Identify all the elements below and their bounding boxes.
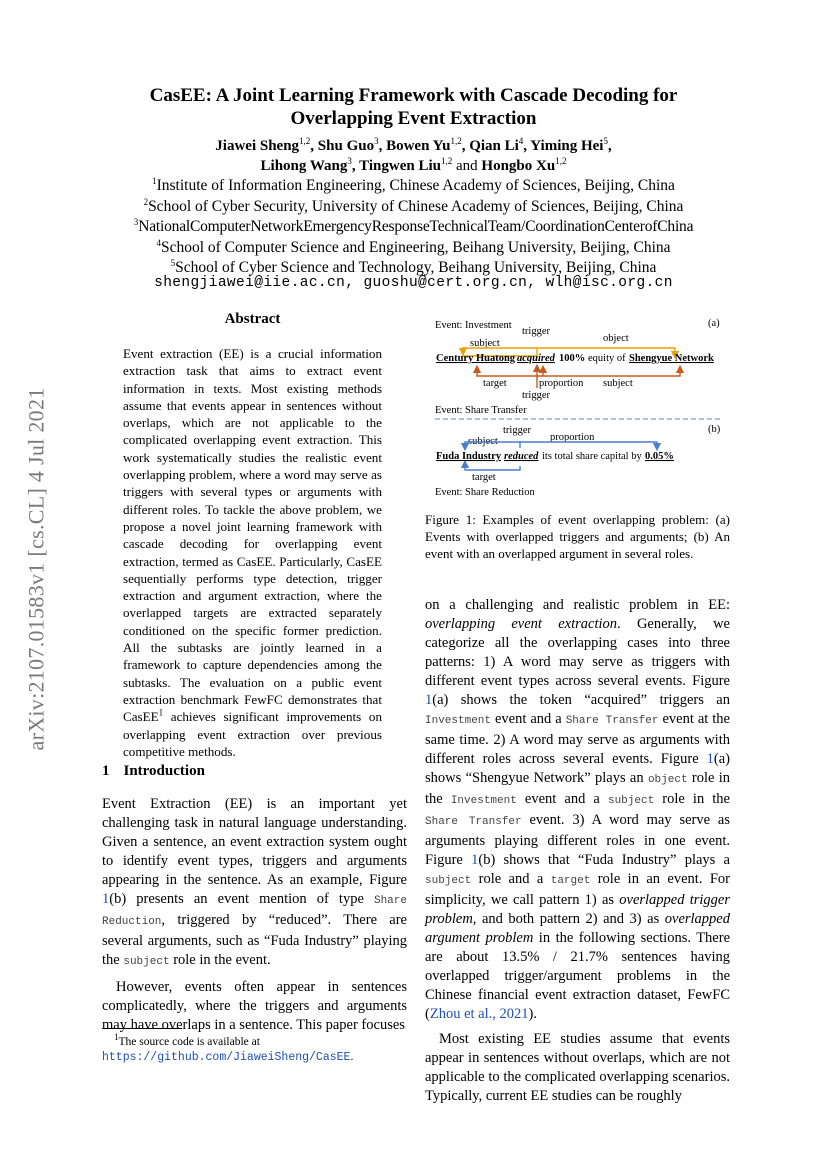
label-proportion: proportion xyxy=(539,378,584,389)
affiliation-number: 2 xyxy=(143,196,149,207)
text: (a) shows “Shengyue Network” plays an xyxy=(425,751,730,786)
abstract-heading: Abstract xyxy=(224,311,281,327)
text: event and a xyxy=(516,791,608,807)
text: Event Extraction (EE) is an important yet challenging task in natural language understanding. Given a sentence, an event extraction system ought to identify event types, triggers and arguments appearing in the sentence. As an example, Figure xyxy=(102,796,407,888)
sentence-b-word-1: Fuda Industry xyxy=(436,451,502,462)
text: , and both pattern 2) and 3) as xyxy=(472,911,665,927)
figure-ref-link[interactable]: 1 xyxy=(471,852,479,868)
text: , triggered by “reduced”. There are several arguments, such as “Fuda Industry” playing the xyxy=(102,912,407,968)
text: event at the same time. 2) A word may serve as arguments with different roles across several events. Figure xyxy=(425,711,730,767)
affiliation-text: Institute of Information Engineering, Chinese Academy of Sciences, Beijing, China xyxy=(156,177,675,194)
github-link[interactable]: https://github.com/JiaweiSheng/CasEE xyxy=(102,1051,351,1064)
abstract-body xyxy=(123,345,382,760)
label-trigger: trigger xyxy=(522,390,550,401)
author-name: Lihong Wang xyxy=(260,158,348,174)
author-affiliation-marker: 1,2 xyxy=(555,156,567,166)
label-target: target xyxy=(472,472,496,483)
section-heading-introduction xyxy=(102,763,205,780)
role-code: object xyxy=(647,774,688,786)
event-label-share-reduction: Event: Share Reduction xyxy=(435,487,535,498)
text: event. 3) A word may serve as arguments playing different roles in one event. Figure xyxy=(425,812,730,868)
sentence-a-word-4: equity of xyxy=(588,353,626,364)
author-separator: and xyxy=(452,158,482,174)
author-separator: , xyxy=(461,138,470,154)
affiliation-number: 4 xyxy=(156,237,161,248)
figure-ref-link[interactable]: 1 xyxy=(425,692,433,708)
author-emails: shengjiawei@iie.ac.cn, guoshu@cert.org.cn, wlh@isc.org.cn xyxy=(154,275,673,291)
text: in the following sections. There are about 13.5% / 21.7% sentences having overlapped trigger/argument problems in the Chinese financial event extraction dataset, FewFC ( xyxy=(425,930,731,1022)
abstract-text: Event extraction (EE) is a crucial information extraction task that aims to extract event information in texts. Most existing methods assume that events appear in sentences without overlaps, which are not applicable to the complicated overlapping event extraction. This work systematically studies the realistic event overlapping problem, where a word may serve as triggers with several types or arguments with different roles. To tackle the above problem, we propose a novel joint learning framework with cascade decoding for overlapping event extraction, termed as CasEE. Particularly, CasEE sequentially performs type detection, trigger extraction and argument extraction, where the overlapped targets are extracted separately conditioned on the specific former prediction. All the subtasks are jointly learned in a framework to capture dependencies among the subtasks. The evaluation on a public event extraction benchmark FewFC demonstrates that CasEE xyxy=(123,346,382,725)
affiliation-number: 3 xyxy=(133,216,139,227)
sentence-b-word-2: reduced xyxy=(504,451,539,462)
event-type-code: Share Transfer xyxy=(425,816,522,828)
affiliation-text: School of Cyber Science and Technology, Beihang University, Beijing, China xyxy=(175,259,657,276)
author-line-1 xyxy=(60,136,767,156)
sentence-a-word-2: acquired xyxy=(517,353,555,364)
figure-1-diagram xyxy=(425,314,730,504)
author-name: Shu Guo xyxy=(317,138,375,154)
author-affiliation-marker: 1,2 xyxy=(299,136,311,146)
event-label-investment: Event: Investment xyxy=(435,320,512,331)
author-affiliation-marker: 3 xyxy=(347,156,352,166)
text: (a) shows the token “acquired” triggers an xyxy=(432,692,730,708)
figure-1-caption: Figure 1: Examples of event overlapping problem: (a) Events with overlapped triggers and arguments; (b) An event with an overlapped argument in several roles. xyxy=(425,512,730,562)
sentence-a-word-5: Shengyue Network xyxy=(629,353,714,364)
figure-ref-link[interactable]: 1 xyxy=(706,751,714,767)
text: role in the xyxy=(654,791,730,807)
author-separator: , xyxy=(523,138,531,154)
panel-label-b: (b) xyxy=(708,424,721,435)
event-label-share-transfer: Event: Share Transfer xyxy=(435,405,527,416)
paragraph: However, events often appear in sentences complicatedly, where the triggers and arguments may have overlaps in a sentence. This paper focuses xyxy=(102,979,407,1033)
affiliation-line xyxy=(60,176,767,197)
affiliation-line xyxy=(60,197,767,218)
intro-left-column xyxy=(102,795,407,1035)
paragraph: Most existing EE studies assume that events appear in sentences without overlaps, which are not applicable to the complicated overlapping scenarios. Typically, current EE studies can be roughly xyxy=(425,1031,730,1104)
label-target: target xyxy=(483,378,507,389)
text: event and a xyxy=(491,711,566,727)
text: (b) presents an event mention of type xyxy=(109,891,374,907)
author-name: Yiming Hei xyxy=(530,138,604,154)
affiliation-text: School of Computer Science and Engineering, Beihang University, Beijing, China xyxy=(160,238,671,256)
author-separator: , xyxy=(607,138,612,154)
section-title: Introduction xyxy=(123,763,205,779)
author-line-2 xyxy=(60,156,767,176)
paragraph xyxy=(102,795,407,972)
label-subject: subject xyxy=(468,436,498,447)
footnote-number: 1 xyxy=(114,1032,119,1043)
author-affiliation-marker: 5 xyxy=(603,136,608,146)
sentence-a-word-3: 100% xyxy=(559,353,586,364)
paragraph xyxy=(425,596,730,1024)
text: role in the xyxy=(425,770,731,807)
author-affiliation-marker: 1,2 xyxy=(440,156,453,166)
event-type-code: Share Reduction xyxy=(102,895,407,928)
label-trigger: trigger xyxy=(503,425,531,436)
label-subject: subject xyxy=(603,378,633,389)
event-type-code: Investment xyxy=(425,715,492,727)
text: role in the event. xyxy=(169,952,271,968)
sentence-b-word-4: 0.05% xyxy=(645,451,674,462)
citation-link[interactable]: Zhou et al., 2021 xyxy=(429,1006,529,1022)
role-code: subject xyxy=(425,875,472,887)
emphasis: overlapped trigger problem xyxy=(425,892,730,927)
affiliation-list xyxy=(60,176,767,279)
section-number: 1 xyxy=(102,763,110,779)
affiliation-line xyxy=(60,238,767,259)
author-affiliation-marker: 4 xyxy=(518,136,524,146)
affiliation-number: 5 xyxy=(170,257,176,268)
abstract-text-end: achieves significant improvements on overlapping event extraction over previous competitive methods. xyxy=(123,709,382,759)
title-line-2: Overlapping Event Extraction xyxy=(290,108,537,129)
text: . xyxy=(350,1051,354,1063)
author-name: Tingwen Liu xyxy=(359,158,441,174)
label-proportion: proportion xyxy=(550,432,595,443)
author-name: Bowen Yu xyxy=(386,138,451,154)
role-code: subject xyxy=(607,795,655,807)
role-code: target xyxy=(550,875,591,887)
author-separator: , xyxy=(378,138,387,154)
arxiv-identifier-stamp: arXiv:2107.01583v1 [cs.CL] 4 Jul 2021 xyxy=(23,387,49,751)
footnote-marker[interactable]: 1 xyxy=(158,707,164,718)
figure-ref-link[interactable]: 1 xyxy=(102,891,110,907)
sentence-b-word-3: its total share capital by xyxy=(542,451,642,462)
author-name: Qian Li xyxy=(469,138,519,154)
affiliation-text: School of Cyber Security, University of Chinese Academy of Sciences, Beijing, China xyxy=(148,197,684,215)
paper-title xyxy=(60,84,767,130)
panel-label-a: (a) xyxy=(708,318,720,329)
text: . Generally, we categorize all the overlapping cases into three patterns: 1) A word may serve as triggers with different event types across several events. Figure xyxy=(425,616,730,689)
text: role and a xyxy=(471,871,551,887)
footnote-text: The source code is available at xyxy=(118,1036,260,1048)
emphasis: overlapped argument problem xyxy=(425,911,730,946)
affiliation-text: NationalComputerNetworkEmergencyResponseTechnicalTeam/CoordinationCenterofChina xyxy=(138,218,694,235)
text: role in an event. For simplicity, we call pattern 1) as xyxy=(425,871,730,908)
label-object: object xyxy=(603,333,629,344)
label-subject: subject xyxy=(470,338,500,349)
affiliation-number: 1 xyxy=(152,175,157,186)
role-code: subject xyxy=(123,956,170,968)
author-name: Jiawei Sheng xyxy=(215,138,300,154)
author-separator: , xyxy=(310,138,318,154)
author-separator: , xyxy=(351,158,360,174)
author-affiliation-marker: 3 xyxy=(374,136,379,146)
event-type-code: Share Transfer xyxy=(565,715,659,727)
affiliation-line xyxy=(60,217,767,238)
footnote xyxy=(102,1032,407,1065)
event-type-code: Investment xyxy=(450,795,517,807)
emphasis: overlapping event extraction xyxy=(425,616,618,632)
text: (b) shows that “Fuda Industry” plays a xyxy=(478,852,730,868)
author-list xyxy=(60,136,767,176)
title-line-1: CasEE: A Joint Learning Framework with Cascade Decoding for xyxy=(149,85,678,106)
text: ). xyxy=(528,1006,537,1022)
label-trigger: trigger xyxy=(522,326,550,337)
text: on a challenging and realistic problem in EE: xyxy=(425,597,730,613)
sentence-a-word-1: Century Huatong xyxy=(436,353,516,364)
right-column-body xyxy=(425,596,730,1106)
footnote-rule xyxy=(102,1028,182,1029)
author-affiliation-marker: 1,2 xyxy=(450,136,462,146)
author-name: Hongbo Xu xyxy=(481,158,556,174)
